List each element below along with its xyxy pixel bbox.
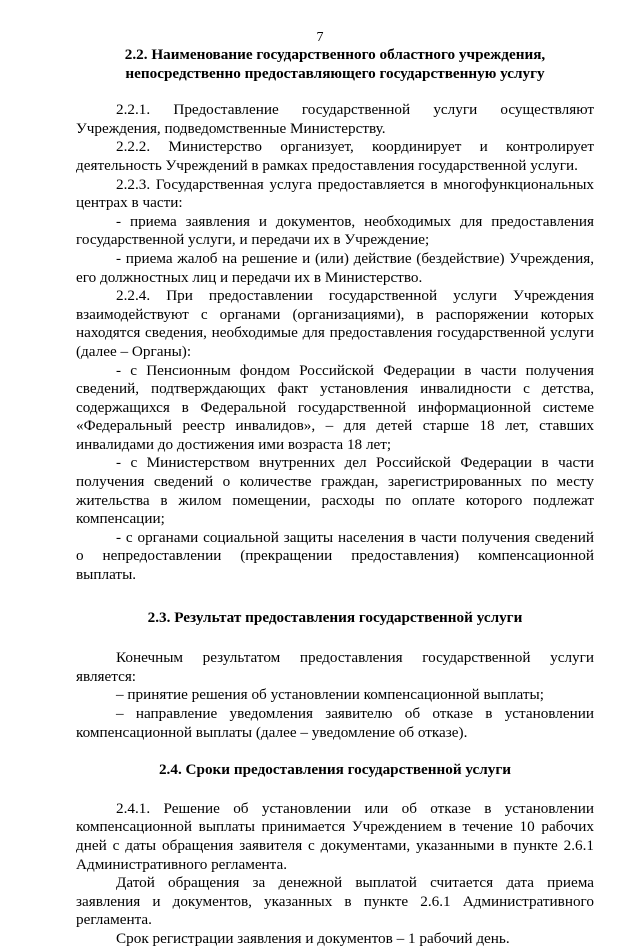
paragraph: 2.2.4. При предоставлении государственной услуги Учреждения взаимодействуют с органами (организациями), в распоряжении которых находятся сведения, необходимые для предоставления государственной услуги (далее – Органы): (76, 287, 594, 360)
list-item: – направление уведомления заявителю об отказе в установлении компенсационной выплаты (далее – уведомление об отказе). (76, 705, 594, 741)
heading-line: непосредственно предоставляющего государственную услугу (125, 64, 545, 82)
section-heading-2-4: 2.4. Сроки предоставления государственной услуги (158, 761, 512, 779)
paragraph: Датой обращения за денежной выплатой считается дата приема заявления и документов, указанных в пункте 2.6.1 Административного регламента. (76, 874, 594, 929)
paragraph: 2.4.1. Решение об установлении или об отказе в установлении компенсационной выплаты принимается Учреждением в течение 10 рабочих дней с даты обращения заявителя с документами, указанными в пункте 2.6.1 Административного регламента. (76, 799, 594, 873)
section-heading-2-3: 2.3. Результат предоставления государственной услуги (147, 608, 523, 626)
paragraph: Конечным результатом предоставления государственной услуги является: (76, 649, 594, 685)
page-number: 7 (316, 30, 324, 45)
list-item: - приема жалоб на решение и (или) действие (бездействие) Учреждения, его должностных лиц и передачи их в Министерство. (76, 249, 594, 286)
list-item: - с Министерством внутренних дел Российской Федерации в части получения сведений о количестве граждан, зарегистрированных по месту жительства в жилом помещении, расходы по оплате которого подлежат компенсации; (76, 454, 594, 528)
paragraph: 2.2.2. Министерство организует, координирует и контролирует деятельность Учреждений в рамках предоставления государственной услуги. (76, 138, 594, 174)
section-heading-2-2 (76, 46, 594, 83)
list-item: - с Пенсионным фондом Российской Федерации в части получения сведений, подтверждающих факт установления инвалидности с детства, содержащихся в Федеральной государственной информационной системе «Федеральный реестр инвалидов», – для детей старше 18 лет, ставших инвалидами до достижения ими возраста 18 лет; (76, 361, 594, 453)
paragraph: 2.2.3. Государственная услуга предоставляется в многофункциональных центрах в части: (76, 175, 594, 212)
section-body-2-4 (76, 800, 594, 949)
paragraph: Срок регистрации заявления и документов – 1 рабочий день. (116, 929, 510, 947)
heading-line: 2.2. Наименование государственного областного учреждения, (124, 46, 546, 63)
list-item: - с органами социальной защиты населения в части получения сведений о непредоставлении (прекращении предоставления) компенсационной выплаты. (76, 528, 594, 584)
list-item: – принятие решения об установлении компенсационной выплаты; (116, 686, 544, 704)
section-body-2-3 (76, 649, 594, 742)
list-item: - приема заявления и документов, необходимых для предоставления государственной услуги, и передачи их в Учреждение; (76, 212, 594, 249)
paragraph: 2.2.1. Предоставление государственной услуги осуществляют Учреждения, подведомственные Министерству. (76, 101, 594, 137)
section-body-2-2 (76, 101, 594, 584)
document-body (76, 46, 594, 949)
